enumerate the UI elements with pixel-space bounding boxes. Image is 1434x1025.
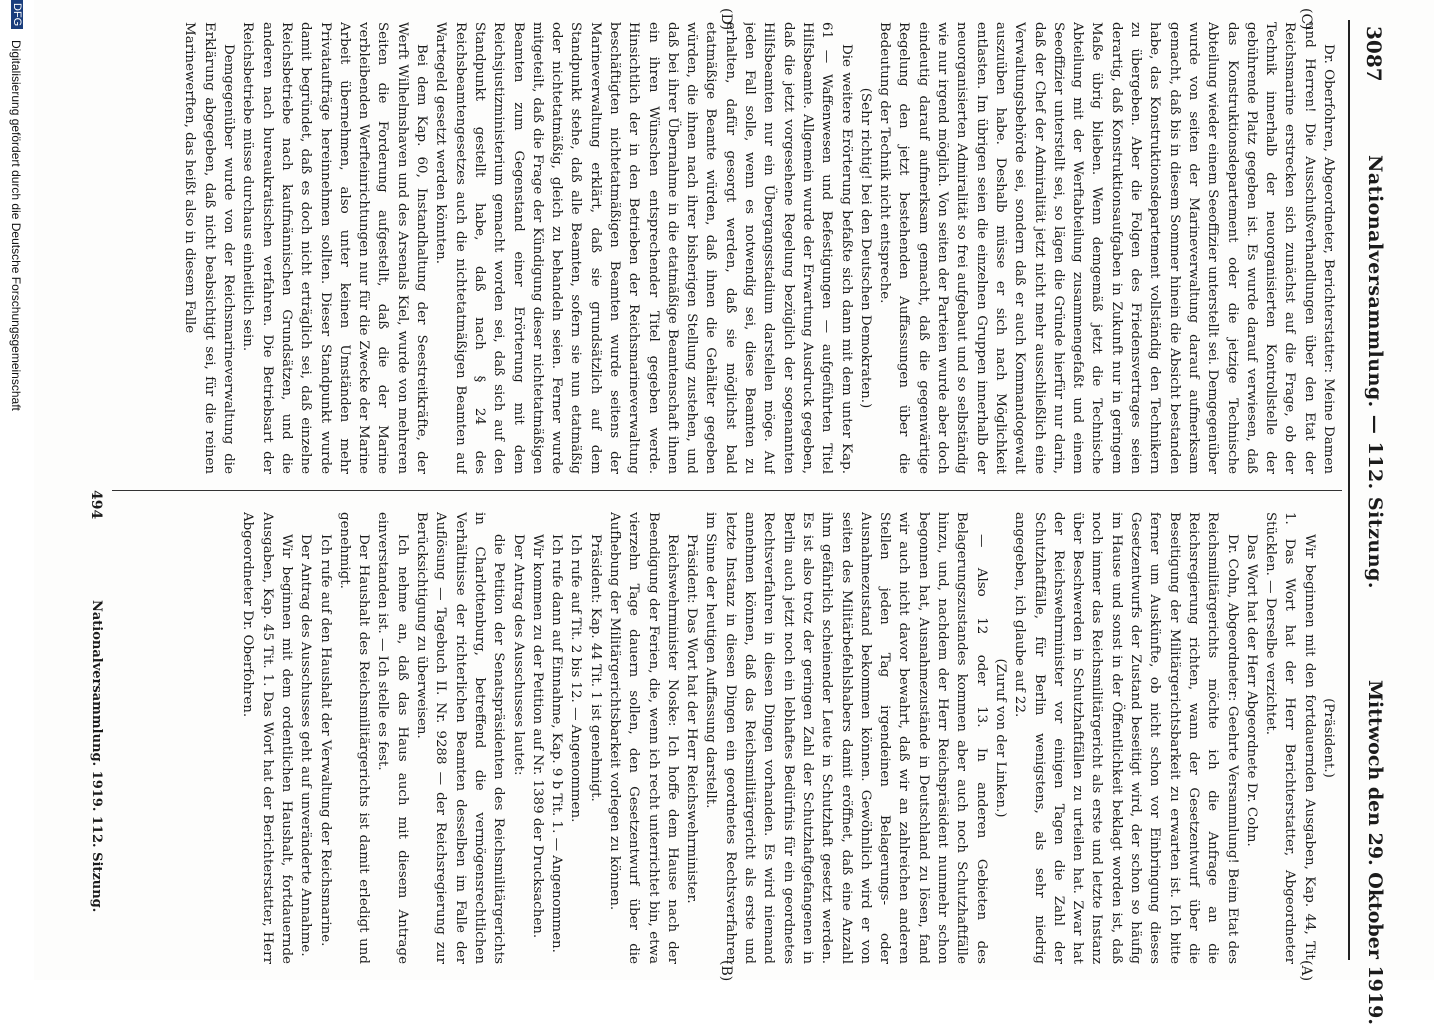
paragraph: Die weitere Erörterung befaßte sich dann mit dem unter Kap. 61 — Waffenwesen und Befestigungen — aufgeführten Titel Hilfsbeamte. Allgemein wurde der Erwartung Ausdruck gegeben, daß die jetzt vorgesehene Regelung bezüglich der sogenannten Hilfsbeamten nur ein Übergangsstadium darstellen möge. Auf jeden Fall solle, wenn es notwendig sei, diese Beamten zu erhalten, dafür gesorgt werden, daß sie möglichst bald etatmäßige Beamte würden, daß ihnen die Gehälter gegeben würden, die ihnen nach ihrer bisherigen Stellung zustehen, und daß bei ihrer Übernahme in die etatmäßige Beamtenschaft ihnen ein ihren Wünschen entsprechender Titel gegeben werde. Hinsichtlich der in den Betrieben der Reichsmarineverwaltung beschäftigten nichtetatmäßigen Beamten wurde seitens der Marineverwaltung erklärt, daß sie grundsätzlich auf dem Standpunkt stehe, daß alle Beamten, sofern sie nun etatmäßig oder nichtetatmäßig, gleich zu behandeln seien. Ferner wurde mitgeteilt, daß die Frage der Kündigung dieser nichtetatmäßigen Beamten zum Gegenstand einer Erörterung mit dem Reichsjustizministerium gemacht worden sei, daß sich auf den Standpunkt gestellt habe, daß nach § 24 des Reichsbeamtengesetzes auch die nichtetatmäßigen Beamten auf Wartegeld gesetzt werden könnten. <box>433 22 854 474</box>
margin-marker-a: (A) <box>1298 960 1314 982</box>
paragraph: Reichswehrminister Noske: Ich hoffe dem Hause nach der Beendigung der Ferien, die, wenn ich recht unterrichtet bin, etwa vierzehn Tage dauern sollen, den Gesetzentwurf über die Aufhebung der Militärgerichtsbarkeit vorlegen zu können. <box>607 512 680 964</box>
paragraph: Wir beginnen mit den fortdauernden Ausgaben, Kap. 44, Tit. 1. Das Wort hat der Herr Berichterstatter, Abgeordneter Stücklen. — Derselbe verzichtet. <box>1263 512 1317 964</box>
right-column <box>108 22 1338 474</box>
page-header <box>1354 0 1394 1025</box>
footer-page-number: 494 <box>88 490 104 520</box>
paragraph: Präsident: Das Wort hat der Herr Reichswehrminister. <box>684 534 700 904</box>
motion-text: die Petition der Senatspräsidenten des Reichsmilitärgerichts in Charlottenburg, betreffend die vermögensrechtlichen Verhältnisse der richterlichen Beamten desselben im Falle der Auflösung — Tagebuch II. Nr. 9288 — der Reichsregierung zur Berücksichtigung zu überweisen. <box>414 512 507 964</box>
paragraph: Der Antrag des Ausschusses lautet: <box>510 534 526 776</box>
paragraph: Der Haushalt des Reichsmilitärgerichts ist damit erledigt und genehmigt. <box>336 512 372 964</box>
paragraph: Dr. Cohn, Abgeordneter: Geehrte Versammlung! Beim Etat des Reichsmilitärgerichts möchte ich die Anfrage an die Reichsregierung richten, wann der Gesetzentwurf über die Beseitigung der Militärgerichtsbarkeit zu erwarten ist. Ich bitte ferner um Auskünfte, ob nicht schon vor Einbringung dieses Gesetzentwurfs der Zustand beseitigt wird, der schon so häufig im Hause und sonst in der Öffentlichkeit beklagt worden ist, daß noch immer das Reichsmilitärgericht als erste und letzte Instanz über Beschwerden in Schutzhaftfällen zu urteilen hat. Zwar hat der Reichswehrminister vor einigen Tagen die Zahl der Schutzhaftfälle, für Berlin wenigstens, als sehr niedrig angegeben, ich glaube auf 22. <box>1012 512 1240 964</box>
left-column <box>108 512 1338 964</box>
margin-marker-c: (C) <box>1298 8 1314 30</box>
interjection: (Zuruf von der Linken.) <box>992 658 1008 818</box>
paragraph: Ich rufe auf Tit. 2 bis 12. — Angenommen. <box>568 534 584 823</box>
dfg-logo-icon: DFG <box>11 0 23 29</box>
margin-marker-d: (D) <box>718 8 734 31</box>
paragraph: Wir kommen zu der Petition auf Nr. 1389 der Drucksachen. <box>529 534 545 939</box>
paragraph: Ich nehme an, daß das Haus auch mit diesem Antrage einverstanden ist. — Ich stelle es fest. <box>375 512 410 964</box>
page-number: 3087 <box>1362 26 1386 82</box>
header-rule <box>1348 20 1350 960</box>
speaker-note: (Präsident.) <box>1321 698 1336 778</box>
paragraph: Wir beginnen mit dem ordentlichen Haushalt, fortdauernde Ausgaben, Kap. 45 Tit. 1. Das Wort hat der Berichterstatter, Herr Abgeordneter Dr. Oberfohren. <box>240 512 294 964</box>
margin-marker-b: (B) <box>718 960 734 982</box>
document-page <box>9 0 1434 1025</box>
page-title: Nationalversammlung. — 112. Sitzung. <box>1364 155 1386 589</box>
paragraph: Ich rufe auf den Haushalt der Verwaltung der Reichsmarine. <box>317 534 333 947</box>
interjection: (Sehr richtig! bei den Deutschen Demokraten.) <box>857 87 873 409</box>
paragraph: Präsident: Kap. 44 Tit. 1 ist genehmigt. <box>587 534 603 802</box>
paragraph: Demgegenüber wurde von der Reichsmarineverwaltung die Erklärung abgegeben, daß nicht beabsichtigt sei, für die reinen Marinewerften, das heißt also in diesem Falle <box>182 22 237 474</box>
column-divider <box>112 490 1342 491</box>
paragraph: Der Antrag des Ausschusses geht auf unveränderte Annahme. <box>298 534 314 957</box>
paragraph: Bei dem Kap. 60, Instandhaltung der Seestreitkräfte, der Werft Wilhelmshaven und des Arsenals Kiel, wurde von mehreren Seiten die Forderung aufgestellt, daß die der Marine verbleibenden Werfteinrichtungen nur für die Zwecke der Marine Arbeit übernehmen, also unter keinen Umständen mehr Privataufträge hereinnehmen sollten. Dieser Standpunkt wurde damit begründet, daß es doch nicht erträglich sei, daß einzelne Reichsbetriebe nach kaufmännischen Grundsätzen, und die anderen nach bureaukratischen verfahren. Die Betriebsart der Reichsbetriebe müsse durchaus einheitlich sein. <box>240 22 430 474</box>
footer-text: Nationalversammlung. 1919. 112. Sitzung. <box>89 600 104 913</box>
digitization-note: Digitalisierung gefördert durch die Deutsche Forschungsgemeinschaft <box>9 40 23 411</box>
paragraph: — Also 12 oder 13. In anderen Gebieten des Belagerungszustandes kommen aber auch noch Schutzhaftfälle hinzu, und, nachdem der Herr Reichspräsident nunmehr schon begonnen hat, Ausnahmezustände in Deutschland zu lösen, fand wir auch nicht davor bewahrt, daß wir an zahlreichen anderen Stellen jeden Tag irgendeinen Belagerungs- oder Ausnahmezustand bekommen können. Gewöhnlich wird er von seiten des Militärbefehlshabers damit eröffnet, daß eine Anzahl ihm gefährlich scheinender Leute in Schutzhaft gesetzt werden. Es ist also trotz der geringen Zahl der Schutzhaftgefangenen in Berlin auch jetzt noch ein lebhaftes Bedürfnis für ein geordnetes Rechtsverfahren in diesen Dingen vorhanden. Es wird niemand annehmen können, daß das Reichsmilitärgericht als erste und letzte Instanz in diesen Dingen ein geordnetes Rechtsverfahren im Sinne der heutigen Auffassung darstellt. <box>703 512 989 964</box>
session-date: Mittwoch den 29. Oktober 1919. <box>1364 680 1386 1025</box>
paragraph: Dr. Oberfohren, Abgeordneter, Berichterstatter: Meine Damen und Herren! Die Ausschußverhandlungen über den Etat der Reichsmarine erstrecken sich zunächst auf die Frage, ob der Technik innerhalb der neuorganisierten Kontrollstelle der gebührende Platz gegeben ist. Es wurde darauf verwiesen, daß das Konstruktionsdepartement oder die jetzige Technische Abteilung wieder einem Seeoffizier unterstellt sei. Demgegenüber wurde von seiten der Marineverwaltung darauf aufmerksam gemacht, daß bis in diesem Sommer hinein die Absicht bestanden habe, das Konstruktionsdepartement vollständig den Technikern zu übergeben. Aber die Folgen des Friedensvertrages seien derartig, daß Konstruktionsaufgaben in Zukunft nur in geringem Maße übrig blieben. Wenn demgemäß jetzt die Technische Abteilung mit der Werftabteilung zusammengefaßt und einem Seeoffizier unterstellt sei, so lägen die Gründe hierfür nur darin, daß der Chef der Admiralität jetzt nicht mehr ausschließlich eine Verwaltungsbehörde sei, sondern daß er auch Kommandogewalt auszuüben habe. Deshalb müsse er sich nach Möglichkeit entlasten. Im übrigen seien die einzelnen Gruppen innerhalb der neuorganisierten Admiralität so frei aufgebaut und so selbständig wie nur irgend möglich. Von seiten der Parteien wurde aber doch eindeutig darauf aufmerksam gemacht, daß die gegenwärtige Regelung den jetzt bestehenden Auffassungen über die Bedeutung der Technik nicht entspreche. <box>877 22 1336 474</box>
paragraph: Ich rufe dann auf Einnahme, Kap. 9 b Tit. 1. — Angenommen. <box>549 534 565 953</box>
paragraph: Das Wort hat der Herr Abgeordnete Dr. Cohn. <box>1243 534 1259 847</box>
